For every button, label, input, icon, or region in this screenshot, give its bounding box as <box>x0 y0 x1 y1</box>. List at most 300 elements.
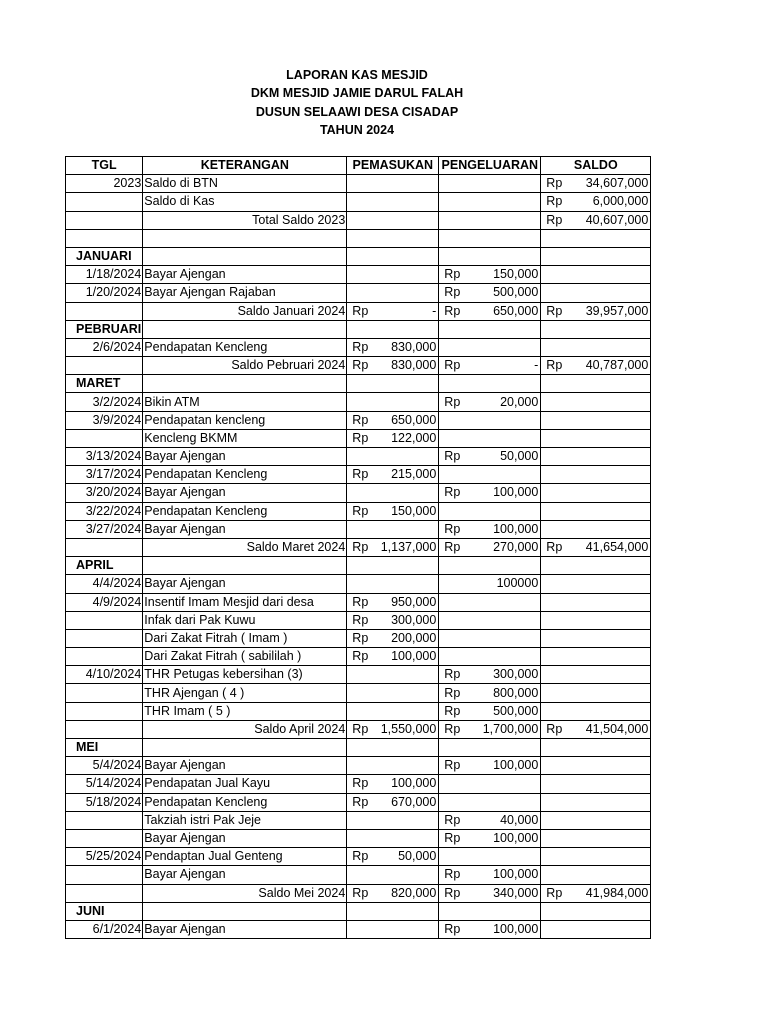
cell-tgl: 3/2/2024 <box>66 393 143 411</box>
amount: - <box>534 358 539 373</box>
cell-pemasukan <box>347 793 439 811</box>
amount: 830,000 <box>391 339 437 354</box>
cell-pemasukan-value <box>347 594 438 611</box>
column-header-saldo: SALDO <box>541 157 651 175</box>
cell-pengeluaran <box>439 757 541 775</box>
cell-pengeluaran-value <box>439 757 540 774</box>
table-row-entry <box>66 502 651 520</box>
table-row-entry <box>66 629 651 647</box>
cell-saldo <box>541 775 651 793</box>
cell-pemasukan-value <box>347 357 438 374</box>
cell-saldo <box>541 902 651 920</box>
amount: 670,000 <box>391 794 437 809</box>
cell-saldo-value <box>541 721 650 738</box>
cell-keterangan: Kencleng BKMM <box>143 429 347 447</box>
cell-keterangan: Pendapatan Kencleng <box>143 502 347 520</box>
cell-tgl <box>66 648 143 666</box>
cell-keterangan: Pendapatan Kencleng <box>143 466 347 484</box>
cell-pengeluaran <box>439 429 541 447</box>
cell-tgl <box>66 211 143 229</box>
cell-keterangan: Saldo Maret 2024 <box>143 538 347 556</box>
cell-pemasukan <box>347 593 439 611</box>
cell-pemasukan-value <box>347 466 438 483</box>
cell-tgl <box>66 538 143 556</box>
cell-tgl <box>66 829 143 847</box>
cell-pemasukan <box>347 302 439 320</box>
amount: 20,000 <box>500 394 539 409</box>
cell-pengeluaran-value <box>439 448 540 465</box>
cell-pemasukan <box>347 375 439 393</box>
amount: 41,984,000 <box>585 885 649 900</box>
cell-saldo <box>541 393 651 411</box>
report-title-line-4: TAHUN 2024 <box>319 122 395 137</box>
amount: 100,000 <box>493 758 539 773</box>
table-row-entry <box>66 393 651 411</box>
cell-pemasukan <box>347 429 439 447</box>
cell-pengeluaran <box>439 247 541 265</box>
cell-keterangan: Saldo Pebruari 2024 <box>143 357 347 375</box>
cell-pemasukan <box>347 775 439 793</box>
cell-tgl: 6/1/2024 <box>66 920 143 938</box>
cell-saldo <box>541 829 651 847</box>
table-row-entry <box>66 448 651 466</box>
table-row-summary <box>66 884 651 902</box>
cell-keterangan <box>143 739 347 757</box>
cell-keterangan: Saldo April 2024 <box>143 720 347 738</box>
cell-keterangan: Pendapatan kencleng <box>143 411 347 429</box>
currency-label: Rp <box>352 503 369 518</box>
currency-label: Rp <box>444 285 461 300</box>
cell-pemasukan-value <box>347 794 438 811</box>
cell-saldo <box>541 302 651 320</box>
cell-tgl: 2/6/2024 <box>66 338 143 356</box>
cell-keterangan: Insentif Imam Mesjid dari desa <box>143 593 347 611</box>
cell-saldo <box>541 484 651 502</box>
currency-label: Rp <box>444 703 461 718</box>
currency-label: Rp <box>546 212 563 227</box>
table-row-entry <box>66 793 651 811</box>
cell-keterangan: Pendapatan Jual Kayu <box>143 775 347 793</box>
column-header-tgl: TGL <box>66 157 143 175</box>
cell-saldo-value <box>541 539 650 556</box>
cell-pemasukan <box>347 411 439 429</box>
cell-keterangan: Bayar Ajengan <box>143 266 347 284</box>
cell-saldo <box>541 666 651 684</box>
table-row-entry <box>66 920 651 938</box>
amount: 100,000 <box>493 867 539 882</box>
cell-pemasukan <box>347 757 439 775</box>
cell-pengeluaran <box>439 848 541 866</box>
cell-pengeluaran-value <box>439 284 540 301</box>
currency-label: Rp <box>352 594 369 609</box>
amount: 650,000 <box>391 412 437 427</box>
cell-pemasukan <box>347 866 439 884</box>
currency-label: Rp <box>444 667 461 682</box>
cell-keterangan: THR Petugas kebersihan (3) <box>143 666 347 684</box>
amount: 100,000 <box>493 521 539 536</box>
cell-pemasukan <box>347 266 439 284</box>
amount: 1,137,000 <box>380 540 437 555</box>
cell-tgl: 5/4/2024 <box>66 757 143 775</box>
cell-pemasukan <box>347 902 439 920</box>
cell-pengeluaran <box>439 720 541 738</box>
cell-pengeluaran <box>439 793 541 811</box>
cell-pemasukan-value <box>347 303 438 320</box>
cash-report-table <box>65 156 651 939</box>
cell-pemasukan <box>347 484 439 502</box>
cell-pengeluaran-value <box>439 721 540 738</box>
amount: 500,000 <box>493 285 539 300</box>
cell-pengeluaran <box>439 284 541 302</box>
cell-keterangan: Saldo di BTN <box>143 175 347 193</box>
currency-label: Rp <box>444 921 461 936</box>
amount: 100,000 <box>493 831 539 846</box>
table-row-entry <box>66 266 651 284</box>
cell-tgl: MARET <box>66 375 143 393</box>
table-row-month <box>66 557 651 575</box>
cell-saldo <box>541 884 651 902</box>
amount: 1,700,000 <box>482 721 539 736</box>
cell-tgl <box>66 302 143 320</box>
currency-label: Rp <box>546 540 563 555</box>
cell-keterangan <box>143 375 347 393</box>
cell-tgl <box>66 611 143 629</box>
currency-label: Rp <box>444 758 461 773</box>
cell-pengeluaran <box>439 338 541 356</box>
cell-pemasukan-value <box>347 412 438 429</box>
currency-label: Rp <box>352 721 369 736</box>
cell-pengeluaran <box>439 829 541 847</box>
cell-saldo <box>541 684 651 702</box>
cell-pemasukan <box>347 520 439 538</box>
cell-keterangan: Takziah istri Pak Jeje <box>143 811 347 829</box>
table-row-entry <box>66 866 651 884</box>
cell-pemasukan <box>347 538 439 556</box>
cell-pengeluaran <box>439 393 541 411</box>
cell-keterangan: THR Ajengan ( 4 ) <box>143 684 347 702</box>
cell-saldo <box>541 757 651 775</box>
amount: 100,000 <box>493 485 539 500</box>
cell-tgl: 3/22/2024 <box>66 502 143 520</box>
cell-pengeluaran-value <box>439 357 540 374</box>
amount: 150,000 <box>493 267 539 282</box>
cell-pengeluaran <box>439 448 541 466</box>
cell-saldo <box>541 557 651 575</box>
table-row-summary <box>66 302 651 320</box>
cell-tgl: 3/27/2024 <box>66 520 143 538</box>
cell-pemasukan <box>347 848 439 866</box>
currency-label: Rp <box>546 194 563 209</box>
cell-pemasukan <box>347 338 439 356</box>
currency-label: Rp <box>352 849 369 864</box>
cell-pemasukan <box>347 284 439 302</box>
cell-pemasukan-value <box>347 648 438 665</box>
cell-pemasukan <box>347 884 439 902</box>
table-row-entry <box>66 757 651 775</box>
cell-keterangan: Pendapatan Kencleng <box>143 338 347 356</box>
cell-pengeluaran <box>439 684 541 702</box>
currency-label: Rp <box>444 521 461 536</box>
cell-keterangan: Total Saldo 2023 <box>143 211 347 229</box>
cell-saldo <box>541 229 651 247</box>
cell-tgl <box>66 229 143 247</box>
cell-saldo <box>541 520 651 538</box>
cell-keterangan: Bayar Ajengan <box>143 520 347 538</box>
cell-pengeluaran-value <box>439 812 540 829</box>
cell-pengeluaran <box>439 538 541 556</box>
cell-pengeluaran <box>439 811 541 829</box>
amount: 100,000 <box>391 649 437 664</box>
cell-saldo <box>541 538 651 556</box>
currency-label: Rp <box>352 794 369 809</box>
currency-label: Rp <box>444 358 461 373</box>
cell-tgl: 1/18/2024 <box>66 266 143 284</box>
cell-tgl: 3/13/2024 <box>66 448 143 466</box>
table-row-entry <box>66 611 651 629</box>
amount: 39,957,000 <box>585 303 649 318</box>
cell-keterangan: Bayar Ajengan <box>143 920 347 938</box>
cell-saldo-value <box>541 212 650 229</box>
cell-tgl: 4/9/2024 <box>66 593 143 611</box>
cell-saldo <box>541 866 651 884</box>
column-header-pengeluaran: PENGELUARAN <box>439 157 541 175</box>
amount: 100,000 <box>391 776 437 791</box>
amount: 40,787,000 <box>585 358 649 373</box>
cell-saldo-value <box>541 357 650 374</box>
amount: 6,000,000 <box>592 194 649 209</box>
cell-keterangan: Dari Zakat Fitrah ( Imam ) <box>143 629 347 647</box>
cell-pengeluaran-value <box>439 685 540 702</box>
cell-pengeluaran-value <box>439 484 540 501</box>
cell-keterangan <box>143 247 347 265</box>
cell-pengeluaran <box>439 739 541 757</box>
currency-label: Rp <box>352 612 369 627</box>
amount: 300,000 <box>493 667 539 682</box>
cell-saldo <box>541 629 651 647</box>
cell-pemasukan <box>347 229 439 247</box>
currency-label: Rp <box>546 176 563 191</box>
cell-keterangan: THR Imam ( 5 ) <box>143 702 347 720</box>
amount: 41,654,000 <box>585 540 649 555</box>
cell-pengeluaran-value <box>439 303 540 320</box>
cell-saldo <box>541 284 651 302</box>
cell-tgl <box>66 429 143 447</box>
amount: 50,000 <box>500 449 539 464</box>
amount: 122,000 <box>391 430 437 445</box>
cell-tgl <box>66 193 143 211</box>
cell-pengeluaran <box>439 611 541 629</box>
currency-label: Rp <box>352 303 369 318</box>
cell-tgl <box>66 866 143 884</box>
cell-keterangan <box>143 902 347 920</box>
cell-pemasukan-value <box>347 721 438 738</box>
cell-saldo <box>541 247 651 265</box>
cell-tgl <box>66 720 143 738</box>
cell-pengeluaran <box>439 666 541 684</box>
cell-tgl <box>66 811 143 829</box>
cell-saldo <box>541 466 651 484</box>
currency-label: Rp <box>444 831 461 846</box>
amount: 300,000 <box>391 612 437 627</box>
cell-saldo <box>541 648 651 666</box>
cell-tgl: MEI <box>66 739 143 757</box>
cell-pemasukan <box>347 811 439 829</box>
amount: 650,000 <box>493 303 539 318</box>
cell-tgl: 5/14/2024 <box>66 775 143 793</box>
cell-saldo <box>541 920 651 938</box>
cell-pemasukan <box>347 247 439 265</box>
cell-pengeluaran <box>439 866 541 884</box>
cell-pengeluaran <box>439 884 541 902</box>
cell-keterangan: Bikin ATM <box>143 393 347 411</box>
cell-pemasukan <box>347 575 439 593</box>
cell-pengeluaran <box>439 175 541 193</box>
cell-pemasukan <box>347 357 439 375</box>
cell-saldo <box>541 211 651 229</box>
currency-label: Rp <box>546 721 563 736</box>
cell-keterangan: Dari Zakat Fitrah ( sabililah ) <box>143 648 347 666</box>
cell-saldo-value <box>541 885 650 902</box>
cell-keterangan: Bayar Ajengan <box>143 448 347 466</box>
cell-pengeluaran: 100000 <box>439 575 541 593</box>
report-title-block <box>0 66 714 139</box>
cell-tgl: 2023 <box>66 175 143 193</box>
cell-tgl <box>66 702 143 720</box>
cell-saldo <box>541 739 651 757</box>
cell-pengeluaran-value <box>439 830 540 847</box>
cell-saldo-value <box>541 175 650 192</box>
cell-pengeluaran <box>439 502 541 520</box>
amount: 200,000 <box>391 630 437 645</box>
table-row-blank <box>66 229 651 247</box>
cell-tgl: PEBRUARI <box>66 320 143 338</box>
cell-keterangan: Pendaptan Jual Genteng <box>143 848 347 866</box>
cell-pengeluaran-value <box>439 866 540 883</box>
cell-saldo <box>541 375 651 393</box>
cell-keterangan: Saldo Mei 2024 <box>143 884 347 902</box>
amount: 1,550,000 <box>380 721 437 736</box>
amount: 950,000 <box>391 594 437 609</box>
currency-label: Rp <box>352 885 369 900</box>
amount: 41,504,000 <box>585 721 649 736</box>
cell-pemasukan-value <box>347 630 438 647</box>
column-header-keterangan: KETERANGAN <box>143 157 347 175</box>
amount: 800,000 <box>493 685 539 700</box>
cell-pemasukan <box>347 829 439 847</box>
cell-pemasukan <box>347 211 439 229</box>
amount: 150,000 <box>391 503 437 518</box>
cell-saldo <box>541 611 651 629</box>
cell-pengeluaran <box>439 375 541 393</box>
table-row-entry <box>66 775 651 793</box>
amount: 40,000 <box>500 812 539 827</box>
cell-saldo <box>541 448 651 466</box>
cell-saldo <box>541 338 651 356</box>
cell-pengeluaran <box>439 302 541 320</box>
report-title-line-2: DKM MESJID JAMIE DARUL FALAH <box>250 86 464 101</box>
currency-label: Rp <box>352 630 369 645</box>
cell-pengeluaran <box>439 593 541 611</box>
cell-pengeluaran <box>439 648 541 666</box>
cell-pengeluaran <box>439 775 541 793</box>
cell-saldo <box>541 720 651 738</box>
report-title-line-3: DUSUN SELAAWI DESA CISADAP <box>255 104 459 119</box>
cell-pemasukan <box>347 684 439 702</box>
cell-tgl: 5/25/2024 <box>66 848 143 866</box>
cell-pemasukan <box>347 175 439 193</box>
report-title-line-1: LAPORAN KAS MESJID <box>286 68 428 82</box>
cell-pemasukan <box>347 448 439 466</box>
amount: 100,000 <box>493 921 539 936</box>
currency-label: Rp <box>444 540 461 555</box>
cell-saldo <box>541 411 651 429</box>
currency-label: Rp <box>444 449 461 464</box>
cell-pengeluaran-value <box>439 521 540 538</box>
currency-label: Rp <box>352 358 369 373</box>
currency-label: Rp <box>352 540 369 555</box>
currency-label: Rp <box>444 885 461 900</box>
currency-label: Rp <box>444 812 461 827</box>
cell-saldo-value <box>541 193 650 210</box>
amount: 820,000 <box>391 885 437 900</box>
cell-pengeluaran <box>439 902 541 920</box>
amount: - <box>432 303 437 318</box>
cell-pemasukan-value <box>347 339 438 356</box>
cell-saldo <box>541 575 651 593</box>
cell-keterangan: Bayar Ajengan <box>143 575 347 593</box>
cell-tgl: 3/9/2024 <box>66 411 143 429</box>
cell-keterangan: Bayar Ajengan <box>143 866 347 884</box>
cell-keterangan <box>143 320 347 338</box>
cell-keterangan: Saldo Januari 2024 <box>143 302 347 320</box>
cell-pengeluaran <box>439 466 541 484</box>
cell-pengeluaran-value <box>439 703 540 720</box>
cell-pengeluaran <box>439 702 541 720</box>
cell-saldo-value <box>541 303 650 320</box>
cell-pengeluaran-value <box>439 885 540 902</box>
cell-pengeluaran <box>439 320 541 338</box>
currency-label: Rp <box>352 776 369 791</box>
cell-pengeluaran <box>439 193 541 211</box>
amount: 830,000 <box>391 358 437 373</box>
column-header-pemasukan: PEMASUKAN <box>347 157 439 175</box>
table-row-summary <box>66 357 651 375</box>
cell-tgl <box>66 884 143 902</box>
cell-saldo <box>541 811 651 829</box>
cell-tgl: APRIL <box>66 557 143 575</box>
amount: 34,607,000 <box>585 176 649 191</box>
cell-pengeluaran <box>439 920 541 938</box>
table-row-entry <box>66 466 651 484</box>
cell-pemasukan-value <box>347 885 438 902</box>
currency-label: Rp <box>352 649 369 664</box>
cell-keterangan: Bayar Ajengan Rajaban <box>143 284 347 302</box>
currency-label: Rp <box>352 412 369 427</box>
cell-pemasukan <box>347 320 439 338</box>
cell-tgl <box>66 684 143 702</box>
amount: 270,000 <box>493 540 539 555</box>
cell-pemasukan-value <box>347 848 438 865</box>
cell-tgl: 3/20/2024 <box>66 484 143 502</box>
cell-pemasukan <box>347 193 439 211</box>
cell-saldo <box>541 848 651 866</box>
cell-keterangan <box>143 229 347 247</box>
currency-label: Rp <box>546 358 563 373</box>
cell-pemasukan <box>347 502 439 520</box>
table-row-month <box>66 247 651 265</box>
currency-label: Rp <box>444 685 461 700</box>
cell-pengeluaran-value <box>439 266 540 283</box>
